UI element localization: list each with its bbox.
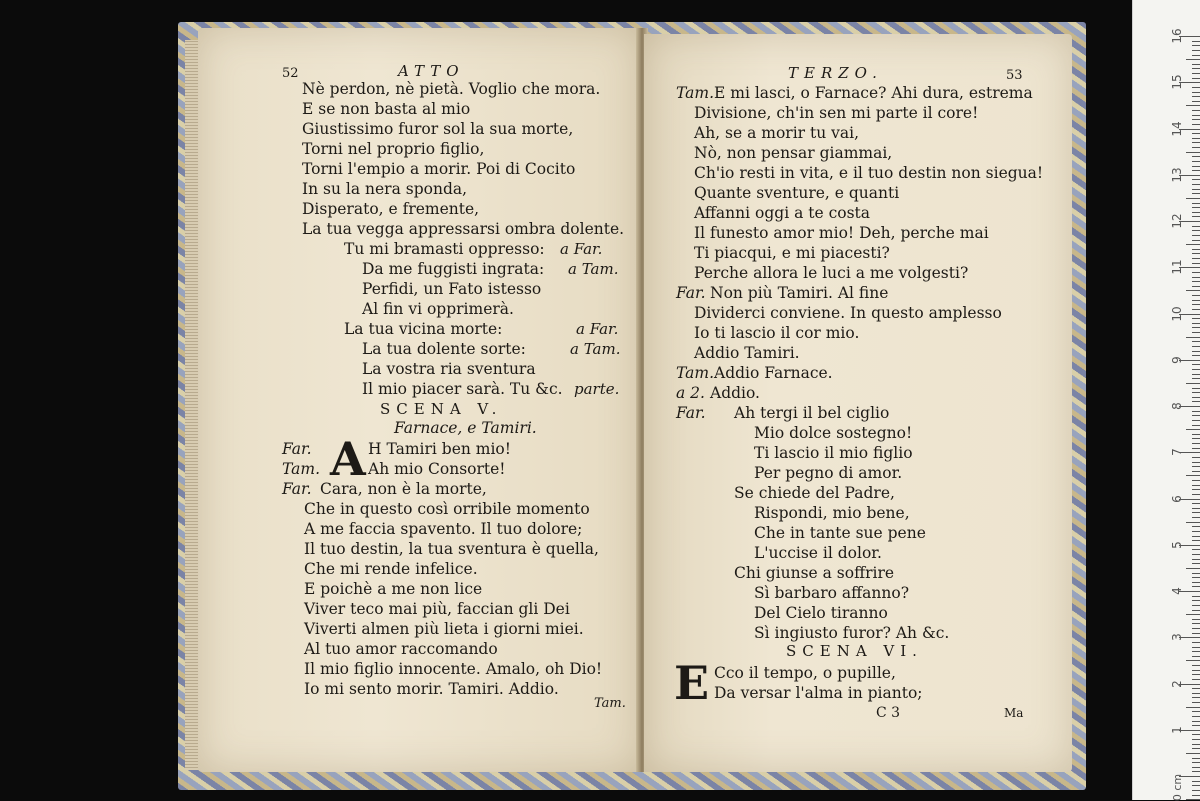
text-line: Addio Farnace. [714, 364, 833, 382]
ruler-number: 2 [1170, 679, 1184, 688]
stage-cue: a Far. [560, 240, 603, 258]
ruler-tick [1192, 323, 1200, 324]
ruler-tick [1192, 582, 1200, 583]
ruler-tick [1192, 179, 1200, 180]
ruler-tick [1192, 346, 1200, 347]
ruler-tick [1186, 105, 1200, 106]
catchword: Tam. [594, 696, 626, 711]
ruler-tick [1186, 290, 1200, 291]
text-line: Che in tante sue pene [754, 524, 926, 542]
text-line: Se chiede del Padre, [734, 484, 895, 502]
ruler-tick [1192, 721, 1200, 722]
ruler-tick [1192, 295, 1200, 296]
ruler-tick [1192, 711, 1200, 712]
text-line: Tu mi bramasti oppresso: [344, 240, 545, 258]
ruler-tick [1192, 647, 1200, 648]
ruler-tick [1192, 369, 1200, 370]
ruler-tick [1192, 628, 1200, 629]
text-line: Giustissimo furor sol la sua morte, [302, 120, 574, 138]
ruler-number: 12 [1170, 213, 1184, 229]
ruler-tick [1192, 697, 1200, 698]
right-page [644, 34, 1072, 772]
ruler-tick [1186, 429, 1200, 430]
text-line: In su la nera sponda, [302, 180, 468, 198]
text-line: La vostra ria sventura [362, 360, 536, 378]
ruler-tick [1192, 725, 1200, 726]
text-line: Cco il tempo, o pupille, [714, 664, 896, 682]
ruler-tick [1192, 110, 1200, 111]
text-line: Addio Tamiri. [694, 344, 800, 362]
ruler-tick [1192, 494, 1200, 495]
ruler-tick [1192, 203, 1200, 204]
ruler-tick [1192, 596, 1200, 597]
ruler-tick [1192, 142, 1200, 143]
ruler-tick [1192, 161, 1200, 162]
ruler-tick [1192, 503, 1200, 504]
text-line: Per pegno di amor. [754, 464, 903, 482]
ruler-tick [1192, 392, 1200, 393]
ruler-tick [1192, 702, 1200, 703]
text-line: Torni nel proprio figlio, [302, 140, 485, 158]
ruler-tick [1192, 147, 1200, 148]
text-line: Quante sventure, e quanti [694, 184, 900, 202]
ruler-number: 16 [1170, 28, 1184, 44]
signature-mark: C 3 [876, 705, 901, 721]
running-head: TERZO. [788, 64, 883, 82]
text-line: Ah mio Consorte! [368, 460, 506, 478]
text-line: E mi lasci, o Farnace? Ahi dura, estrema [714, 84, 1033, 102]
ruler-tick [1192, 230, 1200, 231]
ruler-tick [1192, 374, 1200, 375]
ruler-tick [1192, 670, 1200, 671]
stage-cue: a Tam. [570, 340, 621, 358]
text-line: Chi giunse a soffrire [734, 564, 895, 582]
ruler-tick [1186, 59, 1200, 60]
ruler-tick [1192, 184, 1200, 185]
text-line: Ah, se a morir tu vai, [694, 124, 860, 142]
drop-cap: A [330, 432, 366, 486]
ruler-tick [1192, 512, 1200, 513]
left-page [198, 28, 640, 772]
text-line: Sì ingiusto furor? Ah &c. [754, 624, 950, 642]
ruler-tick [1192, 554, 1200, 555]
text-line: Da me fuggisti ingrata: [362, 260, 545, 278]
speaker: Far. [676, 404, 706, 422]
ruler-tick [1192, 633, 1200, 634]
ruler-tick [1192, 138, 1200, 139]
ruler-tick [1186, 707, 1200, 708]
ruler-tick [1192, 55, 1200, 56]
ruler-tick [1186, 660, 1200, 661]
ruler-number: 8 [1170, 402, 1184, 410]
ruler-tick [1192, 397, 1200, 398]
ruler-tick [1192, 771, 1200, 772]
ruler-tick [1192, 332, 1200, 333]
ruler-tick [1192, 309, 1200, 310]
scene-title: SCENA V. [380, 400, 503, 418]
ruler-tick [1192, 665, 1200, 666]
ruler-tick [1192, 577, 1200, 578]
ruler-tick [1192, 73, 1200, 74]
ruler-tick [1192, 96, 1200, 97]
ruler-tick [1192, 166, 1200, 167]
ruler-tick [1192, 78, 1200, 79]
ruler-tick [1192, 674, 1200, 675]
ruler-tick [1192, 600, 1200, 601]
ruler-tick [1186, 568, 1200, 569]
scene-title: SCENA VI. [786, 642, 923, 660]
ruler-tick [1192, 448, 1200, 449]
speaker: Tam. [282, 460, 321, 478]
ruler-tick [1192, 651, 1200, 652]
ruler-tick [1192, 734, 1200, 735]
text-line: Non più Tamiri. Al fine [710, 284, 889, 302]
text-line: Che mi rende infelice. [304, 560, 478, 578]
text-line: Disperato, e fremente, [302, 200, 480, 218]
ruler-tick [1192, 531, 1200, 532]
ruler-tick [1192, 318, 1200, 319]
ruler-unit: 0 cm [1170, 773, 1184, 801]
ruler-tick [1192, 489, 1200, 490]
ruler-tick [1186, 198, 1200, 199]
ruler-tick [1192, 272, 1200, 273]
ruler-tick [1192, 758, 1200, 759]
ruler-tick [1192, 457, 1200, 458]
ruler-number: 15 [1170, 74, 1184, 90]
ruler-tick [1192, 688, 1200, 689]
text-line: Il tuo destin, la tua sventura è quella, [304, 540, 599, 558]
measurement-ruler [1132, 0, 1200, 800]
text-line: Al tuo amor raccomando [304, 640, 498, 658]
ruler-tick [1192, 277, 1200, 278]
ruler-tick [1192, 115, 1200, 116]
speaker: Far. [282, 480, 312, 498]
ruler-tick [1192, 471, 1200, 472]
text-line: A me faccia spavento. Il tuo dolore; [304, 520, 583, 538]
ruler-tick [1192, 50, 1200, 51]
ruler-tick [1192, 156, 1200, 157]
ruler-tick [1192, 364, 1200, 365]
speaker: a 2. [676, 384, 705, 402]
ruler-tick [1192, 133, 1200, 134]
ruler-tick [1192, 216, 1200, 217]
ruler-number: 1 [1170, 725, 1184, 734]
ruler-tick [1192, 235, 1200, 236]
stage-cue: a Far. [576, 320, 619, 338]
ruler-tick [1192, 119, 1200, 120]
ruler-tick [1192, 87, 1200, 88]
text-line: Affanni oggi a te costa [694, 204, 871, 222]
ruler-tick [1192, 781, 1200, 782]
ruler-tick [1192, 45, 1200, 46]
ruler-tick [1192, 249, 1200, 250]
text-line: Nè perdon, nè pietà. Voglio che mora. [302, 80, 601, 98]
ruler-tick [1192, 388, 1200, 389]
ruler-tick [1192, 485, 1200, 486]
ruler-tick [1192, 605, 1200, 606]
text-line: Perche allora le luci a me volgesti? [694, 264, 969, 282]
ruler-tick [1192, 212, 1200, 213]
ruler-tick [1192, 716, 1200, 717]
speaker: Far. [282, 440, 312, 458]
text-line: Ti lascio il mio figlio [754, 444, 913, 462]
ruler-tick [1192, 327, 1200, 328]
text-line: Il mio piacer sarà. Tu &c. [362, 380, 563, 398]
ruler-tick [1192, 790, 1200, 791]
ruler-tick [1192, 281, 1200, 282]
ruler-tick [1192, 253, 1200, 254]
ruler-tick [1192, 193, 1200, 194]
ruler-tick [1192, 573, 1200, 574]
ruler-number: 5 [1170, 540, 1184, 549]
ruler-tick [1192, 300, 1200, 301]
ruler-tick [1186, 522, 1200, 523]
ruler-tick [1192, 189, 1200, 190]
text-line: Viverti almen più lieta i giorni miei. [304, 620, 584, 638]
ruler-number: 7 [1170, 448, 1184, 457]
scene-persons: Farnace, e Tamiri. [394, 419, 537, 437]
text-line: Ti piacqui, e mi piacesti? [694, 244, 890, 262]
ruler-tick [1192, 170, 1200, 171]
text-line: Al fin vi opprimerà. [362, 300, 514, 318]
ruler-tick [1186, 383, 1200, 384]
ruler-tick [1186, 475, 1200, 476]
ruler-tick [1192, 226, 1200, 227]
text-line: Ah tergi il bel ciglio [734, 404, 890, 422]
text-line: Sì barbaro affanno? [754, 584, 910, 602]
ruler-number: 3 [1170, 633, 1184, 642]
text-line: La tua dolente sorte: [362, 340, 526, 358]
ruler-tick [1186, 152, 1200, 153]
ruler-tick [1192, 411, 1200, 412]
ruler-tick [1192, 92, 1200, 93]
text-line: Ch'io resti in vita, e il tuo destin non siegua! [694, 164, 1044, 182]
text-line: Rispondi, mio bene, [754, 504, 910, 522]
text-line: La tua vicina morte: [344, 320, 503, 338]
ruler-tick [1192, 744, 1200, 745]
ruler-tick [1186, 244, 1200, 245]
ruler-tick [1192, 41, 1200, 42]
ruler-tick [1186, 614, 1200, 615]
ruler-number: 9 [1170, 355, 1184, 364]
ruler-tick [1192, 586, 1200, 587]
ruler-tick [1192, 762, 1200, 763]
text-line: Viver teco mai più, faccian gli Dei [304, 600, 570, 618]
ruler-tick [1192, 286, 1200, 287]
ruler-tick [1192, 559, 1200, 560]
ruler-tick [1192, 258, 1200, 259]
ruler-tick [1192, 207, 1200, 208]
ruler-tick [1192, 304, 1200, 305]
ruler-number: 6 [1170, 494, 1184, 503]
ruler-tick [1192, 767, 1200, 768]
text-line: Cara, non è la morte, [320, 480, 487, 498]
ruler-tick [1192, 785, 1200, 786]
ruler-tick [1192, 64, 1200, 65]
ruler-tick [1192, 443, 1200, 444]
ruler-tick [1192, 378, 1200, 379]
ruler-tick [1192, 263, 1200, 264]
ruler-tick [1192, 536, 1200, 537]
ruler-tick [1192, 549, 1200, 550]
ruler-tick [1192, 610, 1200, 611]
text-line: Nò, non pensar giammai, [694, 144, 893, 162]
ruler-tick [1192, 240, 1200, 241]
ruler-tick [1192, 341, 1200, 342]
text-line: H Tamiri ben mio! [368, 440, 511, 458]
ruler-tick [1192, 351, 1200, 352]
ruler-tick [1192, 420, 1200, 421]
ruler-number: 13 [1170, 167, 1184, 183]
speaker: Tam. [676, 84, 715, 102]
text-line: Io ti lascio il cor mio. [694, 324, 860, 342]
speaker: Far. [676, 284, 706, 302]
ruler-tick [1192, 480, 1200, 481]
ruler-number: 4 [1170, 587, 1184, 595]
running-head: ATTO [398, 62, 465, 80]
text-line: Dividerci conviene. In questo amplesso [694, 304, 1002, 322]
page-number: 53 [1006, 68, 1023, 83]
ruler-tick [1192, 355, 1200, 356]
ruler-tick [1192, 517, 1200, 518]
ruler-number: 10 [1170, 305, 1184, 322]
ruler-tick [1192, 508, 1200, 509]
ruler-tick [1192, 434, 1200, 435]
text-line: La tua vegga appressarsi ombra dolente. [302, 220, 625, 238]
ruler-tick [1192, 642, 1200, 643]
ruler-tick [1192, 619, 1200, 620]
text-line: Torni l'empio a morir. Poi di Cocito [302, 160, 576, 178]
text-line: Io mi sento morir. Tamiri. Addio. [304, 680, 559, 698]
ruler-tick [1192, 795, 1200, 796]
ruler-tick [1192, 462, 1200, 463]
ruler-tick [1192, 540, 1200, 541]
ruler-tick [1192, 739, 1200, 740]
ruler-tick [1192, 415, 1200, 416]
text-line: E poichè a me non lice [304, 580, 483, 598]
drop-cap: E [674, 656, 710, 710]
text-line: Perfidi, un Fato istesso [362, 280, 542, 298]
ruler-tick [1192, 623, 1200, 624]
stage-cue: a Tam. [568, 260, 619, 278]
page-number: 52 [282, 66, 299, 81]
ruler-tick [1192, 693, 1200, 694]
stage-cue: parte. [574, 380, 620, 398]
speaker: Tam. [676, 364, 715, 382]
ruler-tick [1192, 425, 1200, 426]
ruler-tick [1192, 438, 1200, 439]
ruler-tick [1192, 748, 1200, 749]
ruler-tick [1192, 124, 1200, 125]
ruler-tick [1192, 466, 1200, 467]
text-line: Il funesto amor mio! Deh, perche mai [694, 224, 989, 242]
text-line: Divisione, ch'in sen mi parte il core! [694, 104, 979, 122]
ruler-tick [1192, 101, 1200, 102]
ruler-number: 11 [1170, 259, 1184, 275]
text-line: Del Cielo tiranno [754, 604, 888, 622]
text-line: Il mio figlio innocente. Amalo, oh Dio! [304, 660, 603, 678]
text-line: Che in questo così orribile momento [304, 500, 590, 518]
text-line: Da versar l'alma in pianto; [714, 684, 923, 702]
ruler-tick [1186, 337, 1200, 338]
ruler-tick [1192, 401, 1200, 402]
ruler-number: 14 [1170, 120, 1184, 137]
ruler-tick [1186, 753, 1200, 754]
ruler-tick [1192, 68, 1200, 69]
text-line: L'uccise il dolor. [754, 544, 882, 562]
catchword: Ma [1004, 706, 1024, 720]
text-line: E se non basta al mio [302, 100, 471, 118]
ruler-tick [1192, 563, 1200, 564]
ruler-tick [1192, 656, 1200, 657]
ruler-tick [1192, 526, 1200, 527]
text-line: Mio dolce sostegno! [754, 424, 913, 442]
text-line: Addio. [710, 384, 760, 402]
ruler-tick [1192, 679, 1200, 680]
